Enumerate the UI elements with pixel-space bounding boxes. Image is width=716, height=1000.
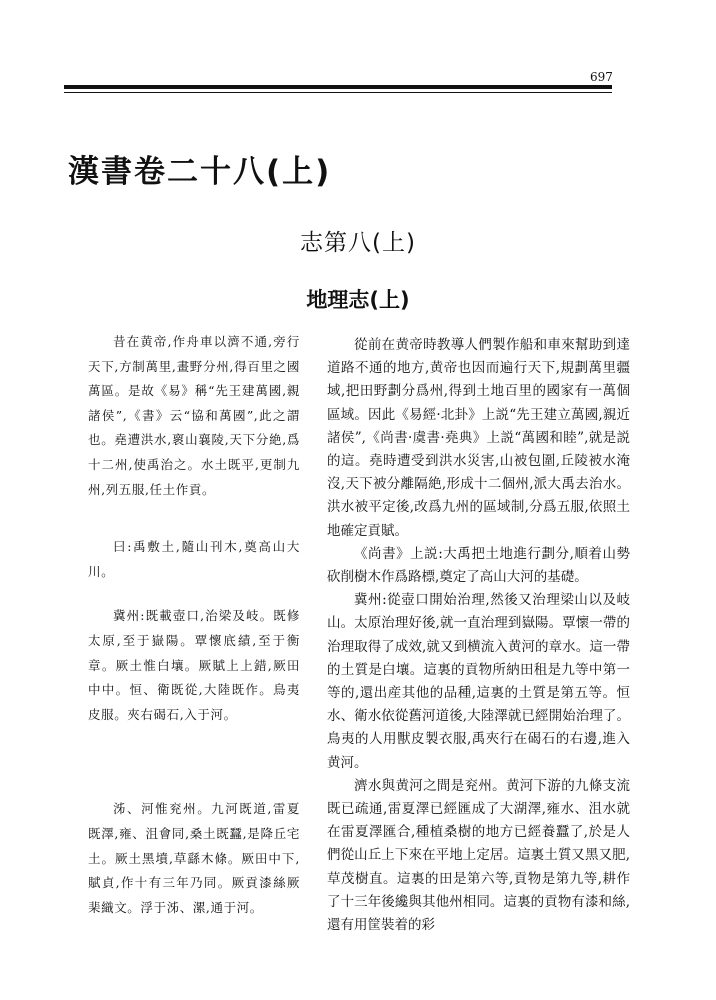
left-paragraph-2: 曰:禹敷土,隨山刊木,奠高山大川。 <box>88 539 300 579</box>
section-title: 志第八(上) <box>300 230 416 256</box>
right-column-translation <box>327 334 630 937</box>
sub-title: 地理志(上) <box>306 288 410 312</box>
left-paragraph-1: 昔在黄帝,作舟車以濟不通,旁行天下,方制萬里,畫野分州,得百里之國萬區。是故《易》稱“先王建萬國,親諸侯”,《書》云“協和萬國”,此之謂也。堯遭洪水,褱山襄陵,天下分絶,爲十二州,使禹治之。水土既平,更制九州,列五服,任土作貢。 <box>88 334 300 497</box>
left-paragraph-4: 泲、河惟兖州。九河既道,雷夏既澤,雍、沮會同,桑土既蠶,是降丘宅土。厥土黑墳,草繇木條。厥田中下,賦貞,作十有三年乃同。厥貢漆絲厥棐織文。浮于泲、漯,通于河。 <box>88 801 300 915</box>
left-column-original-text <box>88 330 300 920</box>
header-rule-thick <box>64 85 612 89</box>
right-paragraph-3: 冀州:從壺口開始治理,然後又治理梁山以及岐山。太原治理好後,就一直治理到嶽陽。覃懷一帶的治理取得了成效,就又到横流入黄河的章水。這一帶的土質是白壤。這裏的貢物所納田租是九等中第一等的,還出産其他的品種,這裏的土質是第五等。恒水、衛水依從舊河道後,大陸澤就已經開始治理了。鳥夷的人用獸皮製衣服,禹夾行在碣石的右邊,進入黄河。 <box>327 592 630 771</box>
book-title: 漢書卷二十八(上) <box>68 154 332 190</box>
page-number: 697 <box>590 70 613 84</box>
right-paragraph-2: 《尚書》上説:大禹把土地進行劃分,順着山勢砍削樹木作爲路標,奠定了高山大河的基礎。 <box>327 545 630 586</box>
left-paragraph-3: 冀州:既載壺口,治梁及岐。既修太原,至于嶽陽。覃懷底績,至于衡章。厥土惟白壤。厥賦上上錯,厥田中中。恒、衛既從,大陸既作。鳥夷皮服。夾右碣石,入于河。 <box>88 608 300 722</box>
right-paragraph-1: 從前在黄帝時教導人們製作船和車來幫助到達道路不通的地方,黄帝也因而遍行天下,規劃萬里疆域,把田野劃分爲州,得到土地百里的國家有一萬個區域。因此《易經·北卦》上説“先王建立萬國,親近諸侯”,《尚書·虞書·堯典》上説“萬國和睦”,就是説的這。堯時遭受到洪水災害,山被包圍,丘陵被水淹沒,天下被分離隔絶,形成十二個州,派大禹去治水。洪水被平定後,改爲九州的區域制,分爲五服,依照土地確定貢賦。 <box>327 337 630 539</box>
right-paragraph-4: 濟水與黄河之間是兖州。黄河下游的九條支流既已疏通,雷夏澤已經匯成了大湖澤,雍水、沮水就在雷夏澤匯合,種植桑樹的地方已經養蠶了,於是人們從山丘上下來在平地上定居。這裏土質又黑又肥,草茂樹直。這裏的田是第六等,貢物是第九等,耕作了十三年後纔與其他州相同。這裏的貢物有漆和絲,還有用筐裝着的彩 <box>327 777 630 934</box>
header-rule-thin <box>64 92 612 93</box>
